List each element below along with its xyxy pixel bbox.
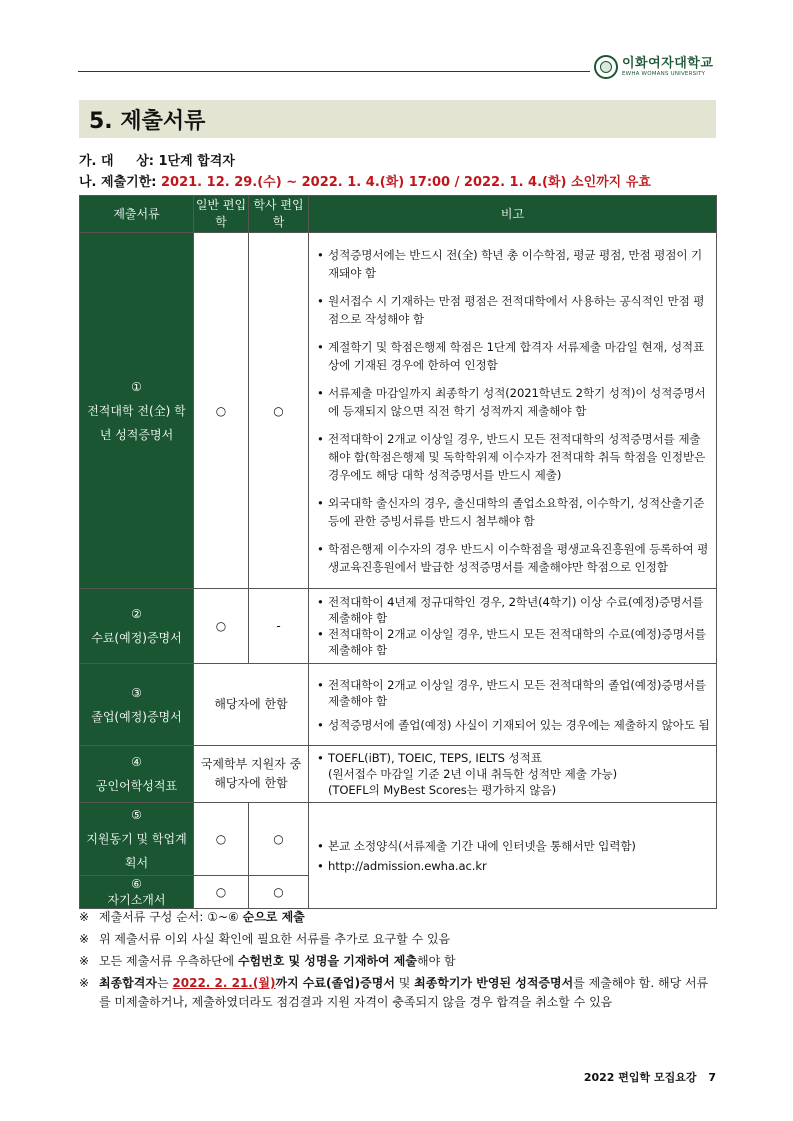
footer-title: 2022 편입학 모집요강 [583, 1071, 697, 1084]
deadline-label: 나. 제출기한: [79, 175, 157, 190]
note-item: • 계절학기 및 학점은행제 학점은 1단계 합격자 서류제출 마감일 현재, 성적표상에 기재된 경우에 한하여 인정함 [317, 339, 705, 372]
bachelor-mark: ○ [249, 876, 309, 909]
applicability-text: 국제학부 지원자 중 해당자에 한함 [194, 746, 309, 803]
doc-num: ④ [131, 755, 142, 769]
doc-label [80, 233, 194, 589]
section-title: 5. 제출서류 [79, 100, 716, 138]
doc-name: 자기소개서 [107, 893, 166, 907]
doc-num: ① [131, 379, 142, 394]
table-row [80, 589, 717, 664]
doc-name: 공인어학성적표 [95, 779, 178, 793]
logo-name-kr: 이화여자대학교 [622, 55, 714, 71]
note-item: • 성적증명서에 졸업(예정) 사실이 기재되어 있는 경우에는 제출하지 않아도 됨 [317, 717, 710, 732]
footnotes [79, 908, 719, 1015]
doc-name: 졸업(예정)증명서 [91, 709, 182, 724]
note-item: • 전적대학이 2개교 이상일 경우, 반드시 모든 전적대학의 성적증명서를 제출해야 함(학점은행제 및 독학학위제 이수자가 전적대학 취득 학점을 인정받은 경우에도 해당 대학 성적증명서를 반드시 제출) [317, 431, 706, 482]
doc-label [80, 746, 194, 803]
doc-num: ② [131, 607, 142, 621]
target-line [79, 150, 235, 169]
note-item: • 서류제출 마감일까지 최종학기 성적(2021학년도 2학기 성적)이 성적증명서에 등재되지 않으면 직전 학기 성적까지 제출해야 함 [317, 385, 706, 418]
footnote-item: ※ 위 제출서류 이외 사실 확인에 필요한 서류를 추가로 요구할 수 있음 [79, 932, 451, 946]
general-mark: ○ [194, 233, 249, 589]
general-mark: ○ [194, 589, 249, 664]
table-row [80, 233, 717, 589]
doc-label [80, 589, 194, 664]
footnote-item: ※ 모든 제출서류 우측하단에 수험번호 및 성명을 기재하여 제출해야 함 [79, 954, 456, 968]
notes-cell [309, 233, 717, 589]
table-row [80, 664, 717, 746]
doc-label [80, 664, 194, 746]
note-item: • 학점은행제 이수자의 경우 반드시 이수학점을 평생교육진흥원에 등록하여 평생교육진흥원에서 발급한 성적증명서를 제출해야만 학점으로 인정함 [317, 541, 709, 574]
notes-cell [309, 664, 717, 746]
doc-name: 수료(예정)증명서 [91, 631, 182, 645]
target-value: 1단계 합격자 [158, 154, 235, 169]
note-item: • 성적증명서에는 반드시 전(全) 학년 총 이수학점, 평균 평점, 만점 평점이 기재돼야 함 [317, 247, 703, 280]
note-item: • http://admission.ewha.ac.kr [317, 858, 487, 873]
header-general: 일반 편입학 [194, 196, 249, 233]
header-bachelor: 학사 편입학 [249, 196, 309, 233]
bachelor-mark: ○ [249, 803, 309, 876]
bachelor-mark: ○ [249, 233, 309, 589]
doc-name: 지원동기 및 학업계획서 [86, 832, 187, 870]
logo-name-en: EWHA WOMANS UNIVERSITY [622, 70, 706, 77]
doc-num: ⑥ [131, 877, 142, 891]
footnote-item: ※ 최종합격자는 2022. 2. 21.(월)까지 수료(졸업)증명서 및 최종학기가 반영된 성적증명서를 제출해야 함. 해당 서류를 미제출하거나, 제출하였더라도 점검결과 지원 자격이 충족되지 않을 경우 합격을 취소할 수 있음 [79, 976, 709, 1009]
header-rule [78, 71, 590, 72]
note-item: • 원서접수 시 기재하는 만점 평점은 전적대학에서 사용하는 공식적인 만점 평점으로 작성해야 함 [317, 293, 705, 326]
notes-cell [309, 746, 717, 803]
doc-label [80, 803, 194, 876]
page-number: 7 [708, 1071, 716, 1084]
general-mark: ○ [194, 876, 249, 909]
header-doc: 제출서류 [80, 196, 194, 233]
deadline-line [79, 171, 651, 190]
doc-num: ③ [131, 685, 142, 700]
general-mark: ○ [194, 803, 249, 876]
notes-cell [309, 803, 717, 909]
note-item: • 전적대학이 2개교 이상일 경우, 반드시 모든 전적대학의 수료(예정)증명서를 제출해야 함 [317, 627, 706, 657]
table-header-row [80, 196, 717, 233]
table-row [80, 803, 717, 876]
university-logo [594, 55, 713, 79]
note-item: • 전적대학이 4년제 정규대학인 경우, 2학년(4학기) 이상 수료(예정)증명서를 제출해야 함 [317, 595, 704, 625]
note-item: • TOEFL(iBT), TOEIC, TEPS, IELTS 성적표 [317, 751, 542, 765]
doc-label [80, 876, 194, 909]
notes-cell [309, 589, 717, 664]
note-item: (TOEFL의 MyBest Scores는 평가하지 않음) [328, 783, 556, 797]
ewha-seal-icon [594, 55, 618, 79]
footnote-item: ※ 제출서류 구성 순서: ①~⑥ 순으로 제출 [79, 910, 305, 924]
doc-name: 전적대학 전(全) 학년 성적증명서 [87, 403, 186, 442]
deadline-value: 2021. 12. 29.(수) ~ 2022. 1. 4.(화) 17:00 / 2022. 1. 4.(화) 소인까지 유효 [161, 175, 651, 190]
doc-num: ⑤ [131, 808, 142, 822]
applicability-text: 해당자에 한함 [194, 664, 309, 746]
note-item: • 외국대학 출신자의 경우, 출신대학의 졸업소요학점, 이수학기, 성적산출기준 등에 관한 증빙서류를 반드시 첨부해야 함 [317, 495, 705, 528]
table-row [80, 746, 717, 803]
note-item: (원서접수 마감일 기준 2년 이내 취득한 성적만 제출 가능) [328, 767, 617, 781]
header-notes: 비고 [309, 196, 717, 233]
documents-table [79, 195, 717, 909]
target-label: 가. 대 상: [79, 154, 154, 169]
bachelor-mark: - [249, 589, 309, 664]
note-item: • 본교 소정양식(서류제출 기간 내에 인터넷을 통해서만 입력함) [317, 838, 636, 853]
page-footer [584, 1069, 716, 1085]
note-item: • 전적대학이 2개교 이상일 경우, 반드시 모든 전적대학의 졸업(예정)증명서를 제출해야 함 [317, 677, 706, 708]
